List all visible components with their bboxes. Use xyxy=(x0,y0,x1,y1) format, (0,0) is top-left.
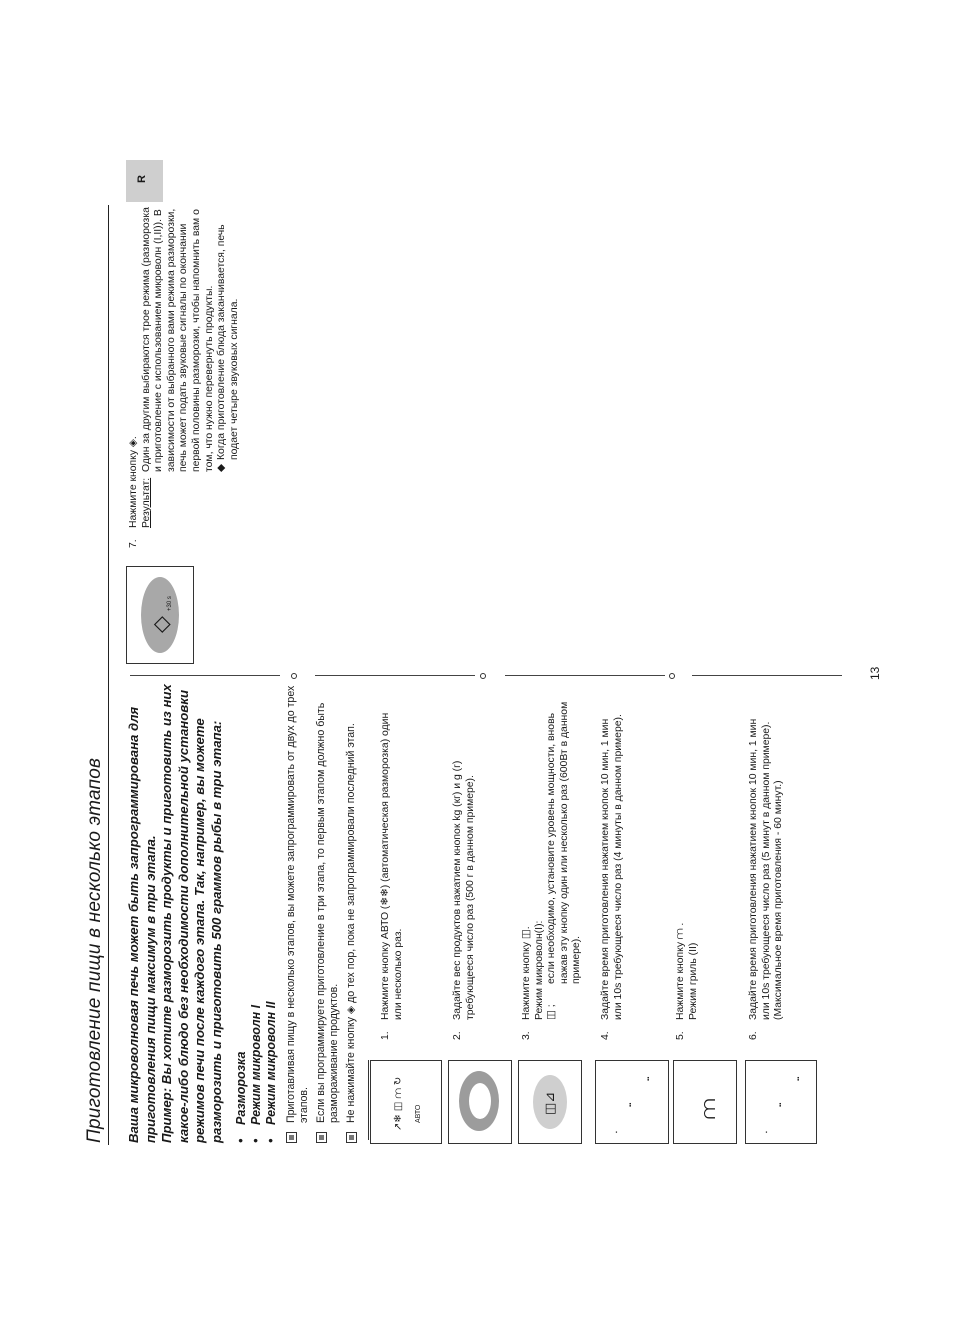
start-icon: ◇ xyxy=(149,616,174,633)
title-rule xyxy=(108,205,109,1145)
section-tab xyxy=(126,160,163,202)
panel-start-button xyxy=(126,566,194,664)
auto-label: АВТО xyxy=(415,1104,422,1123)
stage-item: • Режим микроволн I xyxy=(249,883,264,1143)
panel-microwave-button xyxy=(518,1060,582,1144)
step-2: 2. Задайте вес продуктов нажатием кнопок kg (кг) и g (г) требующееся число раз (500 г в данном примере). xyxy=(452,760,476,1040)
stage-list xyxy=(234,883,279,1143)
step-4: 4. Задайте время приготовления нажатием кнопок 10 мин, 1 мин или 10s требующееся число раз (4 минуты в данном примере). xyxy=(600,714,624,1040)
note-item: Приготавливая пищу в несколько этапов, вы можете запрограммировать от двух до трех этапов. xyxy=(285,683,311,1143)
notes-block xyxy=(285,683,358,1143)
divider xyxy=(692,675,842,676)
divider-dot xyxy=(480,673,486,679)
note-icon xyxy=(346,1132,357,1143)
start-button-icon xyxy=(141,577,179,653)
step-6: 6. Задайте время приготовления нажатием кнопок 10 мин, 1 мин или 10s требующееся число раз (5 минут в данном примере). (Максимальное время приготовления - 60 минут.) xyxy=(748,700,786,1040)
note-icon xyxy=(316,1132,327,1143)
panel-weight-dial xyxy=(448,1060,512,1144)
panel-grill-button xyxy=(673,1060,737,1144)
grill-icon: ⩋ xyxy=(696,1098,720,1119)
time-button-1min: ▪▪ xyxy=(778,1102,784,1107)
dial-center xyxy=(469,1083,491,1119)
bullet-icon: ◆ xyxy=(216,464,228,472)
intro-text xyxy=(126,683,225,1143)
intro-paragraph-1: Ваша микроволновая печь может быть запрограммирована для приготовления пищи максимум в три этапа. xyxy=(126,706,158,1143)
panel-time-buttons-1 xyxy=(595,1060,669,1144)
divider xyxy=(315,675,475,676)
divider xyxy=(130,675,280,676)
start-label: +30 s xyxy=(167,596,173,611)
time-button-10min: ▪ xyxy=(614,1131,620,1133)
divider xyxy=(505,675,665,676)
step-7: 7. Нажмите кнопку ◈. Результат: Один за другим выбираются трое режима (разморозка и приготовление с использованием микроволн (I,II)). В зависимости от выбранного вами режима разморозки, печь может подать звуковые сигналы по окончании первой половины разморозки, чтобы напомнить вам о том, что нужно перевернуть продукты. ◆ Когда приготовление блюда заканчивается, печь подает четыре звуковых сигнала. xyxy=(128,207,240,548)
divider-dot xyxy=(291,673,297,679)
microwave-icon: ◫⊿ xyxy=(543,1091,558,1115)
step-1: 1. Нажмите кнопку АВТО (❄❄) (автоматическая разморозка) один или несколько раз. xyxy=(380,712,404,1040)
note-item: Если вы программируете приготовление в три этапа, то первым этапом должно быть размораживание продуктов. xyxy=(315,683,341,1143)
step-5-mode: Режим гриль (II) xyxy=(687,942,699,1020)
time-button-10min: ▪ xyxy=(764,1131,770,1133)
note-icon xyxy=(286,1132,297,1143)
step-column-rule xyxy=(368,1060,369,1140)
page-title: Приготовление пищи в несколько этапов xyxy=(84,757,105,1143)
time-button-10s: ▪▪ xyxy=(646,1076,652,1081)
intro-paragraph-2: Пример: Вы хотите разморозить продукты и приготовить из них какое-либо блюдо без необходимости дополнительной установки режимов печи после каждого этапа. Так, например, вы можете разморозить и приготовить 500 граммов рыбы в три этапа: xyxy=(159,684,224,1143)
step-3: 3. Нажмите кнопку ◫. Режим микроволн(I): ◫ ; если необходимо, установите уровень мощности, вновь нажав эту кнопку один или несколько раз (600Вт в данном примере). xyxy=(521,701,583,1040)
step-6-note: (Максимальное время приготовления - 60 минут.) xyxy=(773,780,785,1020)
page-number: 13 xyxy=(868,666,882,680)
time-button-1min: ▪▪ xyxy=(628,1102,634,1107)
defrost-icon: ↗❄ ◫ ⩋ ↻ xyxy=(393,1076,404,1131)
panel-auto-defrost xyxy=(370,1060,442,1144)
divider-dot xyxy=(669,673,675,679)
section-tab-label: R xyxy=(135,175,148,183)
time-button-10s: ▪▪ xyxy=(796,1076,802,1081)
stage-item: • Разморозка xyxy=(234,883,249,1143)
note-item: Не нажимайте кнопку ◈ до тех пор, пока не запрограммировали последний этап. xyxy=(345,683,358,1143)
step-3-mode: Режим микроволн(I): xyxy=(533,920,545,1020)
panel-time-buttons-2 xyxy=(745,1060,817,1144)
stage-item: • Режим микроволн II xyxy=(264,883,279,1143)
step-5: 5. Нажмите кнопку ⩋ . Режим гриль (II) xyxy=(675,700,700,1040)
